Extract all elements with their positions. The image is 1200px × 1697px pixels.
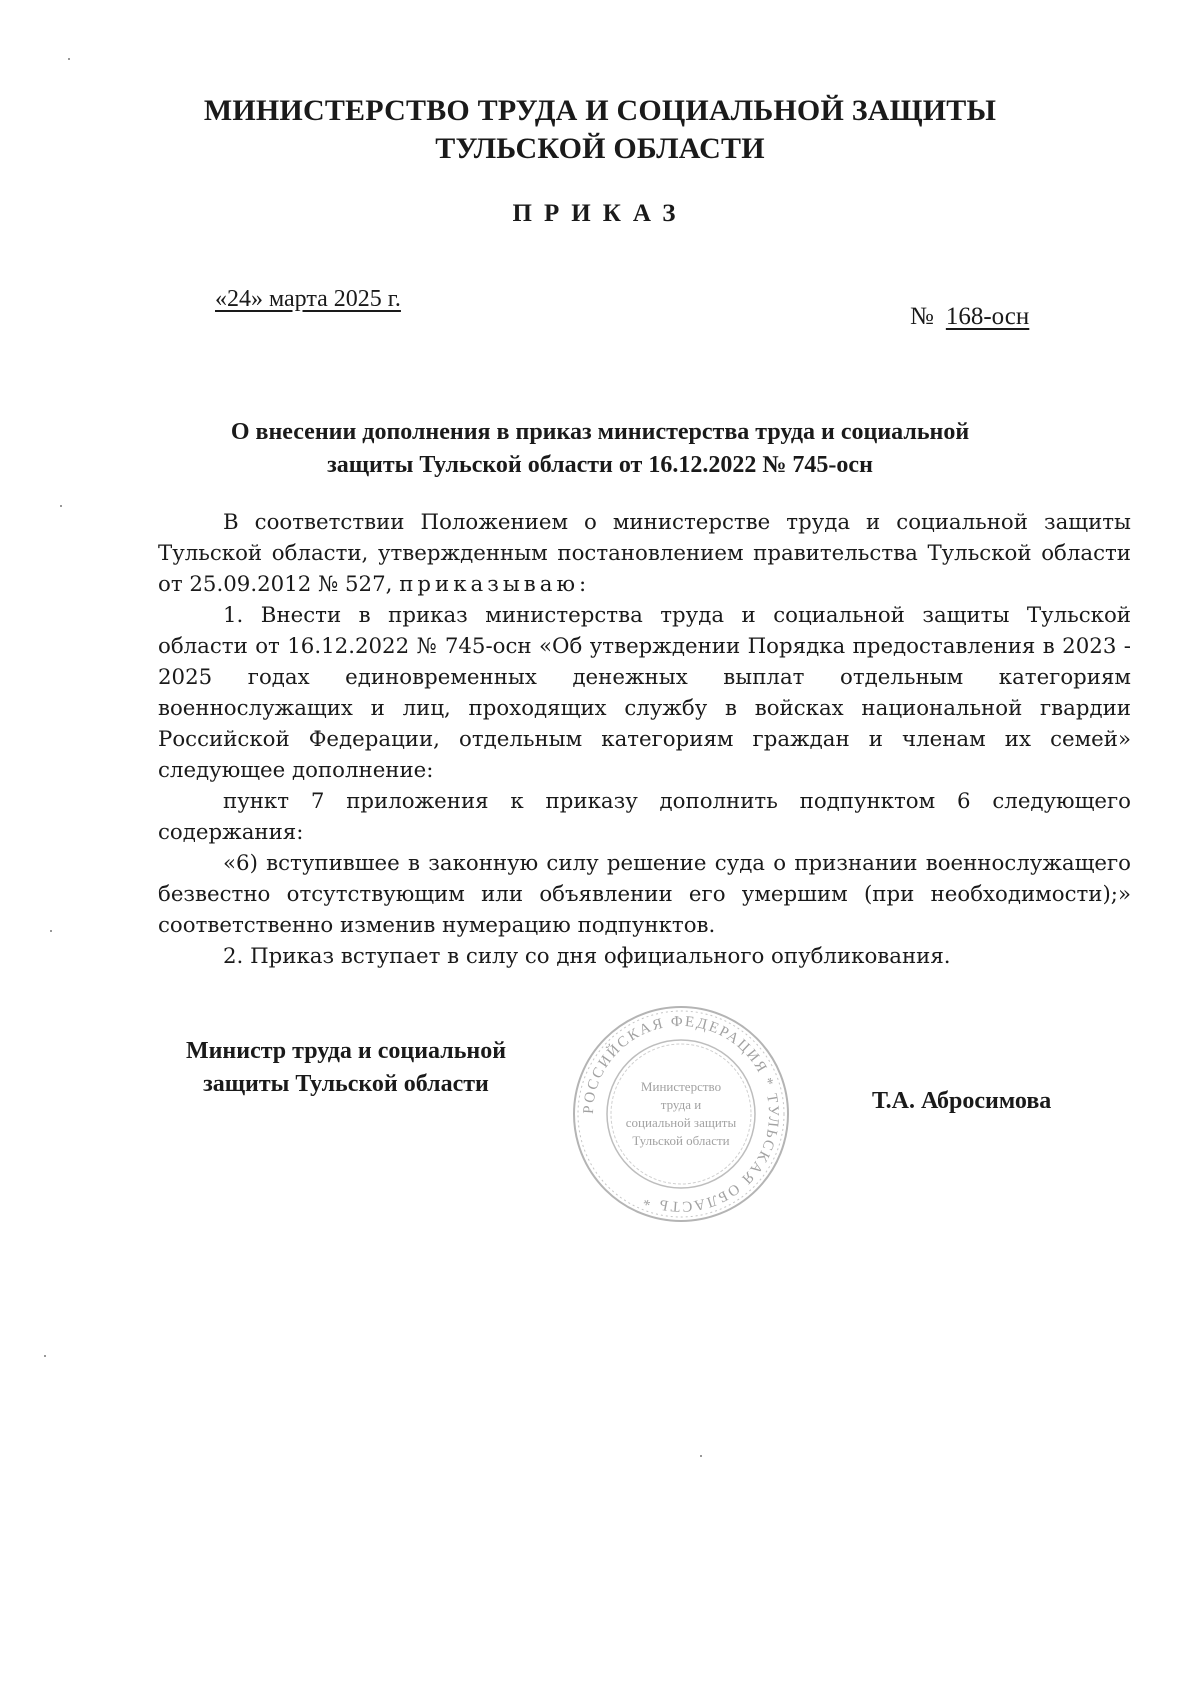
order-number <box>910 303 1029 331</box>
seal-inner-line3: социальной защиты <box>625 1115 737 1130</box>
scan-speck <box>50 930 52 932</box>
seal-inner-line1: Министерство <box>640 1079 722 1094</box>
subject-line1: О внесении дополнения в приказ министерства труда и социальной <box>230 419 970 445</box>
svg-text:РОССИЙСКАЯ ФЕДЕРАЦИЯ * ТУЛЬСКА <box>581 1014 781 1214</box>
subject-line2: защиты Тульской области от 16.12.2022 № 745-осн <box>327 452 873 478</box>
item1-paragraph: 1. Внести в приказ министерства труда и социальной защиты Тульской области от 16.12.2022 № 745-осн «Об утверждении Порядка предоставления в 2023 - 2025 годах единовременных денежных выплат отдельным категориям военнослужащих и лиц, проходящих службу в войсках национальной гвардии Российской Федерации, отдельным категориям граждан и членам их семей» следующее дополнение: <box>158 603 1131 783</box>
signer-name: Т.А. Абросимова <box>872 1088 1052 1114</box>
scan-speck <box>700 1455 702 1457</box>
ministry-name-line1: МИНИСТЕРСТВО ТРУДА И СОЦИАЛЬНОЙ ЗАЩИТЫ <box>203 94 997 127</box>
document-type-title: ПРИКАЗ <box>512 200 688 227</box>
seal-outer-text: РОССИЙСКАЯ ФЕДЕРАЦИЯ * ТУЛЬСКАЯ ОБЛАСТЬ * <box>580 1013 782 1215</box>
item1-quote: «6) вступившее в законную силу решение суда о признании военнослужащего безвестно отсутствующим или объявлении его умершим (при необходимости);» соответственно изменив нумерацию подпунктов. <box>158 851 1131 938</box>
preamble-text: В соответствии Положением о министерстве труда и социальной защиты Тульской области, утвержденным постановлением правительства Тульской области от 25.09.2012 № 527, <box>158 510 1131 597</box>
signer-position-line2: защиты Тульской области <box>203 1071 489 1097</box>
order-body <box>158 507 1131 972</box>
preamble-verb: приказываю: <box>399 572 591 597</box>
order-subject <box>0 416 1200 482</box>
scan-speck <box>60 505 62 507</box>
order-date: «24» марта 2025 г. <box>215 286 401 312</box>
scan-speck <box>44 1355 46 1357</box>
seal-inner-line4: Тульской области <box>632 1133 730 1148</box>
signer-position-line1: Министр труда и социальной <box>185 1038 507 1064</box>
item1-subparagraph: пункт 7 приложения к приказу дополнить подпунктом 6 следующего содержания: <box>158 789 1131 845</box>
scan-speck <box>68 58 70 60</box>
signer-position <box>150 1035 542 1101</box>
preamble-paragraph <box>158 507 1131 600</box>
number-sign: № <box>910 303 934 330</box>
number-value: 168-осн <box>945 303 1030 330</box>
ministry-header <box>0 92 1200 168</box>
ministry-name-line2: ТУЛЬСКОЙ ОБЛАСТИ <box>435 132 765 165</box>
seal-inner-line2: труда и <box>660 1097 702 1112</box>
official-seal-stamp <box>570 1003 792 1225</box>
item2-paragraph: 2. Приказ вступает в силу со дня официального опубликования. <box>223 944 951 969</box>
